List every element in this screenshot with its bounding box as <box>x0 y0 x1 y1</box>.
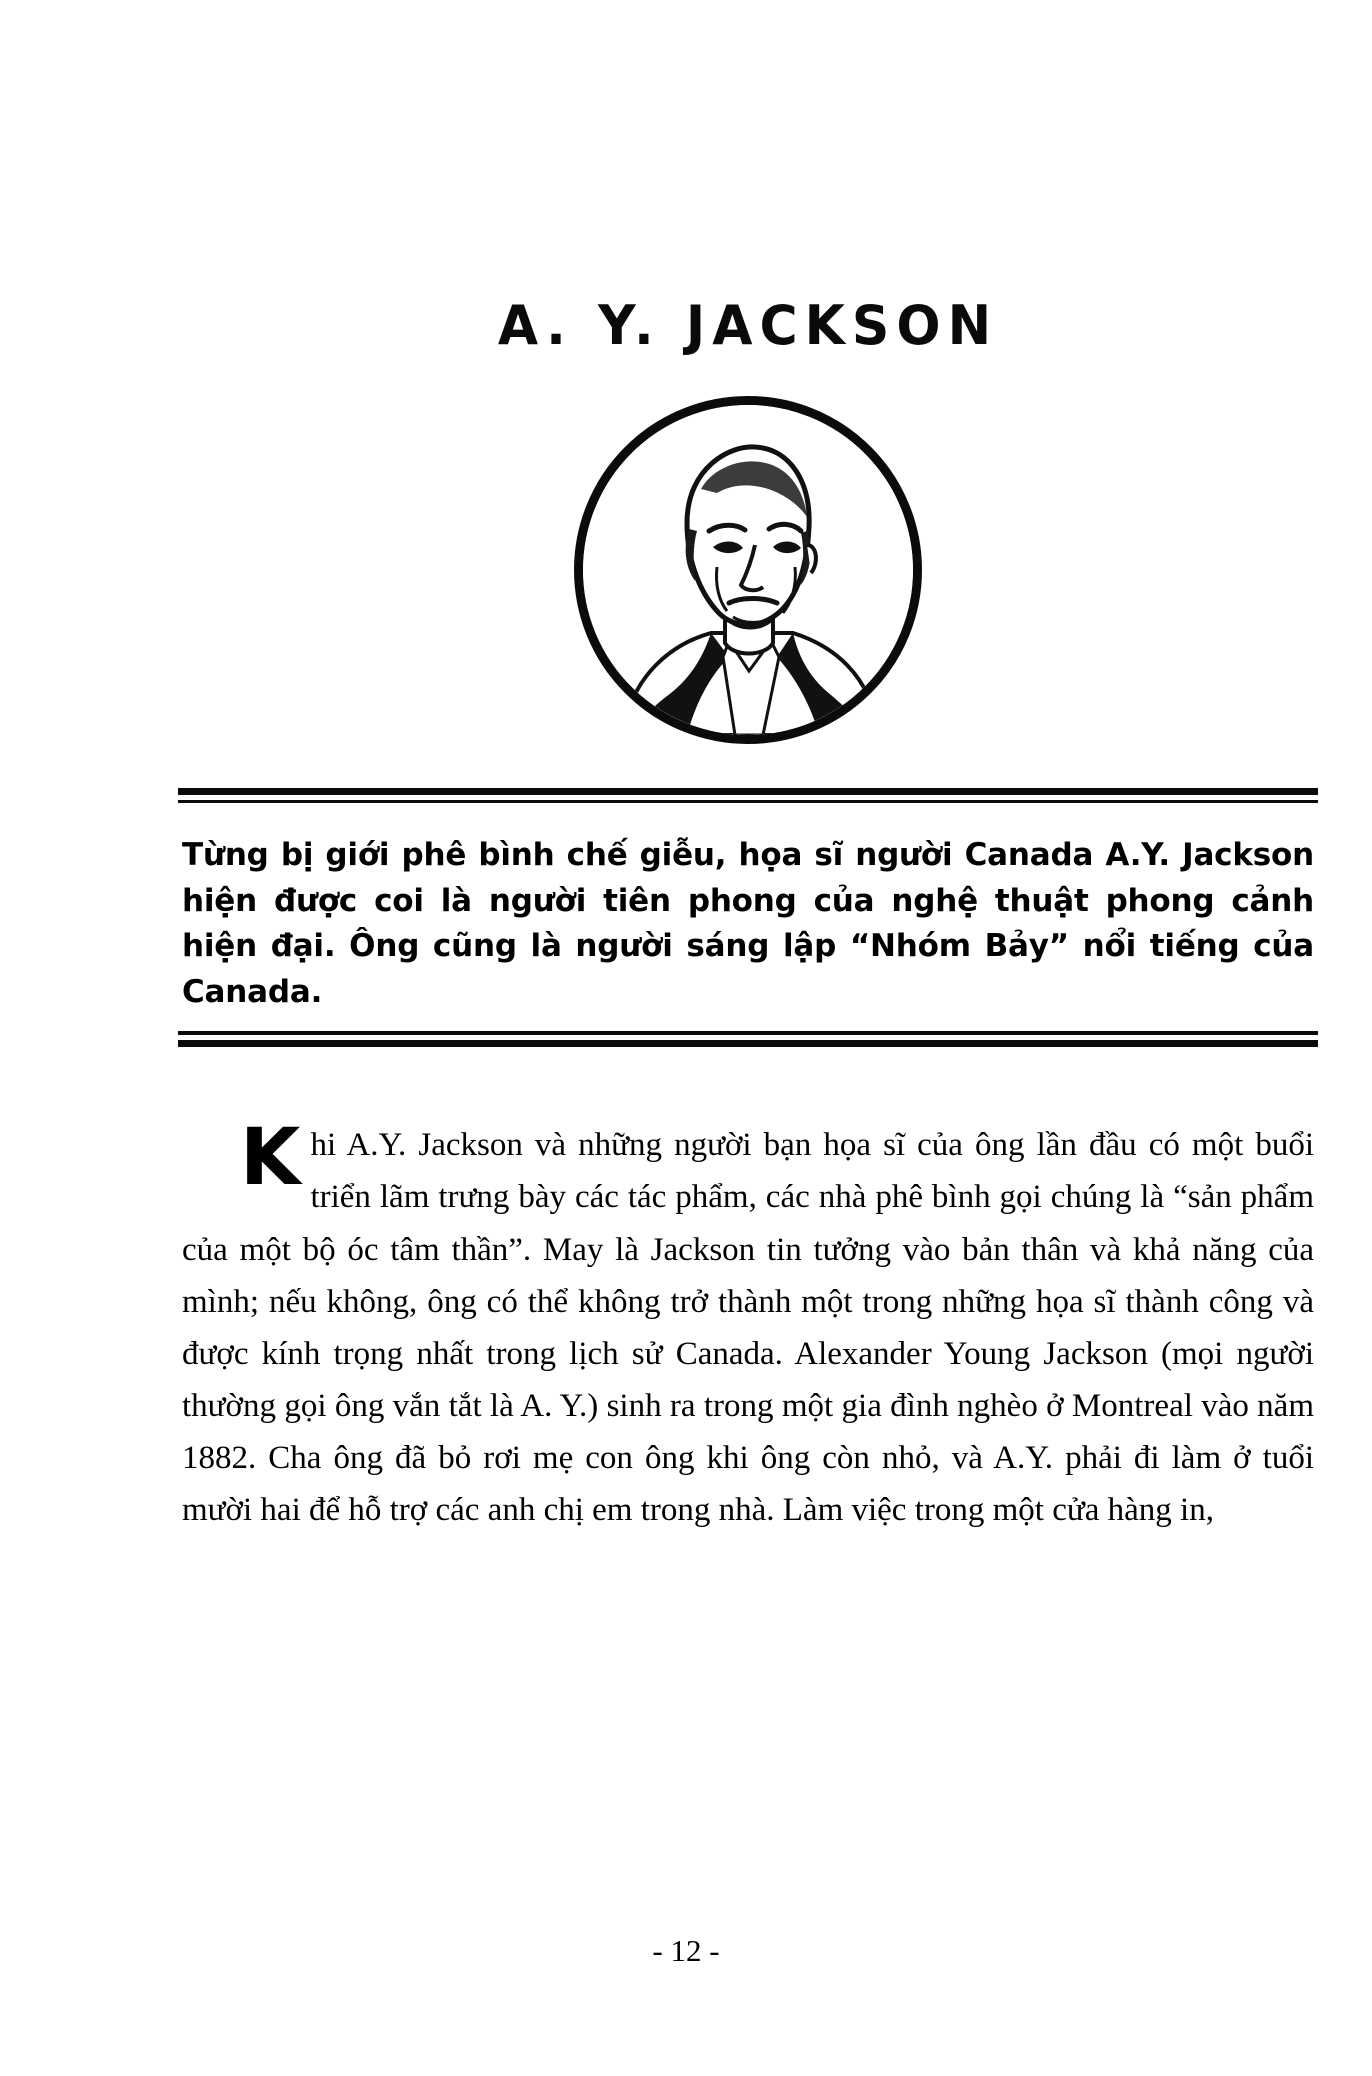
body-text <box>178 1113 1318 1536</box>
divider-top <box>178 788 1318 803</box>
page-content <box>178 0 1318 2076</box>
portrait-illustration <box>574 396 922 744</box>
drop-cap: K <box>240 1113 301 1204</box>
body-paragraph: hi A.Y. Jackson và những người bạn họa sĩ của ông lần đầu có một buổi triển lãm trưng bày các tác phẩm, các nhà phê bình gọi chúng là “sản phẩm của một bộ óc tâm thần”. May là Jackson tin tưởng vào bản thân và khả năng của mình; nếu không, ông có thể không trở thành một trong những họa sĩ thành công và được kính trọng nhất trong lịch sử Canada. Alexander Young Jackson (mọi người thường gọi ông vắn tắt là A. Y.) sinh ra trong một gia đình nghèo ở Montreal vào năm 1882. Cha ông đã bỏ rơi mẹ con ông khi ông còn nhỏ, và A.Y. phải đi làm ở tuổi mười hai để hỗ trợ các anh chị em trong nhà. Làm việc trong một cửa hàng in, <box>182 1127 1314 1529</box>
lead-paragraph: Từng bị giới phê bình chế giễu, họa sĩ người Canada A.Y. Jackson hiện được coi là người tiên phong của nghệ thuật phong cảnh hiện đại. Ông cũng là người sáng lập “Nhóm Bảy” nổi tiếng của Canada. <box>182 837 1314 1010</box>
page-number: - 12 - <box>652 1933 720 1968</box>
portrait-container <box>178 396 1318 744</box>
divider-bottom <box>178 1031 1318 1047</box>
page-title: A. Y. JACKSON <box>497 294 999 358</box>
